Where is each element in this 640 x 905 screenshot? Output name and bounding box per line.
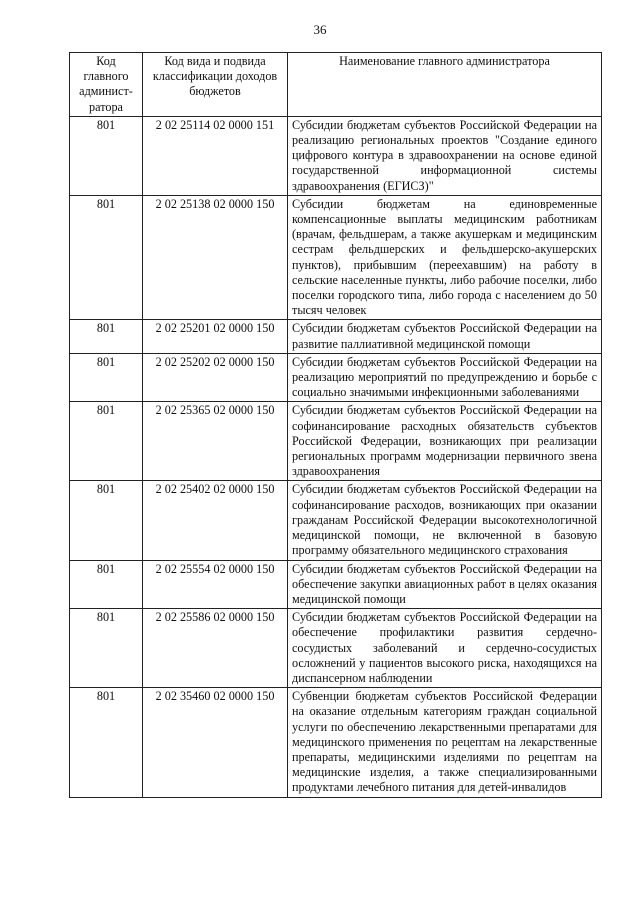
income-code-cell: 2 02 25138 02 0000 150 <box>143 195 288 320</box>
admin-code-cell: 801 <box>70 353 143 402</box>
header-admin-code: Код главного админист-ратора <box>70 53 143 117</box>
admin-name-cell: Субсидии бюджетам на единовременные компенсационные выплаты медицинским работникам (врачам, фельдшерам, а также акушеркам и медицинским сестрам фельдшерских и фельдшерско-акушерских пунктов), прибывшим (переехавшим) на работу в сельские населенные пункты, либо рабочие поселки, либо поселки городского типа, либо города с населением до 50 тысяч человек <box>288 195 602 320</box>
admin-name-cell: Субсидии бюджетам субъектов Российской Федерации на развитие паллиативной медицинской помощи <box>288 320 602 353</box>
income-code-cell: 2 02 25586 02 0000 150 <box>143 609 288 688</box>
table-row <box>70 560 602 609</box>
admin-code-cell: 801 <box>70 688 143 797</box>
table-row <box>70 195 602 320</box>
table-row <box>70 481 602 560</box>
header-admin-name: Наименование главного администратора <box>288 53 602 117</box>
admin-code-cell: 801 <box>70 402 143 481</box>
income-code-cell: 2 02 25202 02 0000 150 <box>143 353 288 402</box>
page-number: 36 <box>313 22 327 37</box>
table-row <box>70 320 602 353</box>
income-code-cell: 2 02 25554 02 0000 150 <box>143 560 288 609</box>
income-code-cell: 2 02 25365 02 0000 150 <box>143 402 288 481</box>
admin-name-cell: Субвенции бюджетам субъектов Российской Федерации на оказание отдельным категориям граждан социальной услуги по обеспечению лекарственными препаратами для медицинского применения по рецептам на лекарственные препараты, медицинскими изделиями по рецептам на медицинские изделия, а также специализированными продуктами лечебного питания для детей-инвалидов <box>288 688 602 797</box>
admin-name-cell: Субсидии бюджетам субъектов Российской Федерации на реализацию региональных проектов "Создание единого цифрового контура в здравоохранении на основе единой государственной информационной системы здравоохранения (ЕГИСЗ)" <box>288 116 602 195</box>
income-code-cell: 2 02 25402 02 0000 150 <box>143 481 288 560</box>
administrators-table <box>69 52 602 798</box>
admin-name-cell: Субсидии бюджетам субъектов Российской Федерации на софинансирование расходных обязательств субъектов Российской Федерации, возникающих при реализации региональных программ модернизации первичного звена здравоохранения <box>288 402 602 481</box>
admin-code-cell: 801 <box>70 560 143 609</box>
table-row <box>70 402 602 481</box>
income-code-cell: 2 02 25114 02 0000 151 <box>143 116 288 195</box>
income-code-cell: 2 02 35460 02 0000 150 <box>143 688 288 797</box>
admin-name-cell: Субсидии бюджетам субъектов Российской Федерации на софинансирование расходов, возникающих при оказании гражданам Российской Федерации высокотехнологичной медицинской помощи, не включенной в базовую программу обязательного медицинского страхования <box>288 481 602 560</box>
admin-code-cell: 801 <box>70 609 143 688</box>
admin-name-cell: Субсидии бюджетам субъектов Российской Федерации на обеспечение профилактики развития сердечно-сосудистых заболеваний и сердечно-сосудистых осложнений у пациентов высокого риска, находящихся на диспансерном наблюдении <box>288 609 602 688</box>
table-row <box>70 609 602 688</box>
table-row <box>70 116 602 195</box>
admin-name-cell: Субсидии бюджетам субъектов Российской Федерации на реализацию мероприятий по предупреждению и борьбе с социально значимыми инфекционными заболеваниями <box>288 353 602 402</box>
header-income-code: Код вида и подвида классификации доходов бюджетов <box>143 53 288 117</box>
admin-code-cell: 801 <box>70 320 143 353</box>
table-row <box>70 353 602 402</box>
admin-name-cell: Субсидии бюджетам субъектов Российской Федерации на обеспечение закупки авиационных работ в целях оказания медицинской помощи <box>288 560 602 609</box>
admin-code-cell: 801 <box>70 116 143 195</box>
table-header-row <box>70 53 602 117</box>
admin-code-cell: 801 <box>70 481 143 560</box>
admin-code-cell: 801 <box>70 195 143 320</box>
table-row <box>70 688 602 797</box>
income-code-cell: 2 02 25201 02 0000 150 <box>143 320 288 353</box>
